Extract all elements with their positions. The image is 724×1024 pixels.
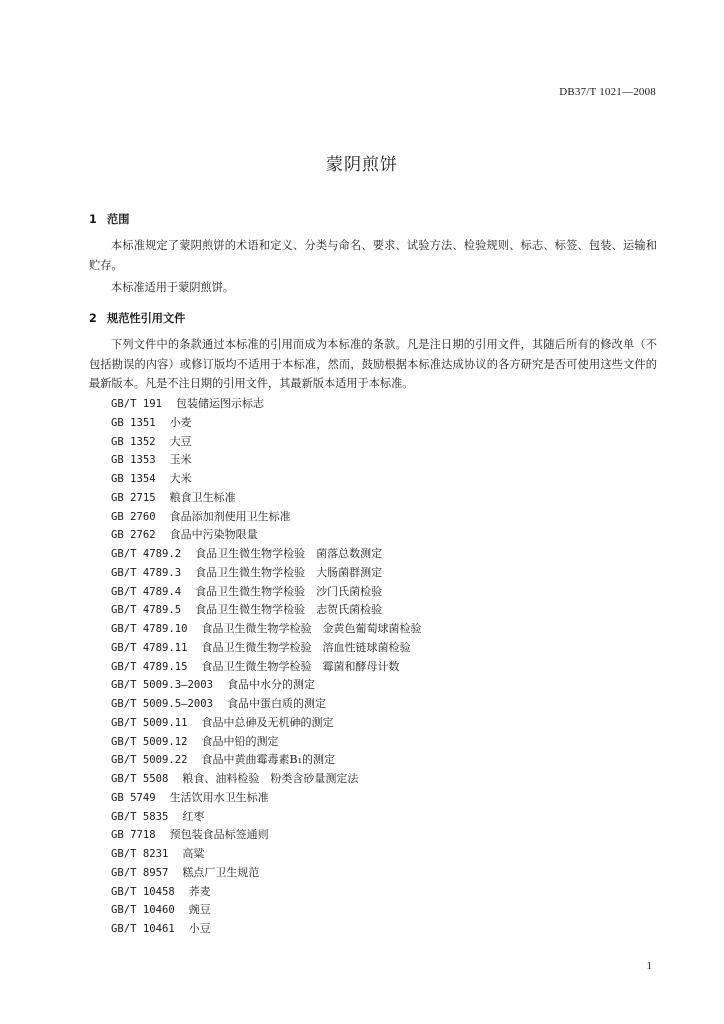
- reference-item: [111, 658, 422, 677]
- reference-title: 食品卫生微生物学检验 大肠菌群测定: [195, 565, 383, 579]
- reference-title: 包装储运图示标志: [176, 397, 265, 410]
- reference-code: GB 2760: [111, 510, 156, 523]
- section-1-paragraph-1: 本标准规定了蒙阴煎饼的术语和定义、分类与命名、要求、试验方法、检验规则、标志、标签、包装、运输和贮存。: [89, 239, 657, 272]
- reference-title: 食品卫生微生物学检验 沙门氏菌检验: [195, 584, 383, 598]
- reference-code: GB/T 5835: [111, 810, 169, 823]
- reference-title: 食品卫生微生物学检验 霉菌和酵母计数: [201, 659, 400, 673]
- reference-code: GB/T 10460: [111, 904, 175, 917]
- reference-code: GB 1354: [111, 473, 156, 485]
- reference-code: GB/T 4789.5: [111, 604, 182, 617]
- standard-code: DB37/T 1021—2008: [559, 86, 656, 98]
- reference-title: 食品中总砷及无机砷的测定: [201, 715, 334, 729]
- section-1-paragraph-2: 本标准适用于蒙阴煎饼。: [111, 281, 235, 294]
- reference-item: [111, 751, 422, 770]
- reference-item: [111, 545, 422, 564]
- reference-code: GB/T 8957: [111, 866, 169, 879]
- reference-title: 粮食、油料检验 粉类含砂量测定法: [182, 772, 359, 785]
- normative-references-list: [111, 395, 422, 939]
- reference-code: GB/T 5508: [111, 773, 169, 785]
- reference-item: [111, 770, 422, 789]
- reference-code: GB/T 4789.10: [111, 623, 188, 635]
- reference-code: GB/T 4789.3: [111, 566, 182, 579]
- reference-title: 小麦: [169, 415, 192, 429]
- reference-item: [111, 883, 422, 902]
- reference-code: GB/T 4789.4: [111, 585, 182, 598]
- reference-title: 食品卫生微生物学检验 溶血性链球菌检验: [201, 640, 411, 654]
- reference-title: 食品中水分的测定: [227, 678, 316, 692]
- reference-code: GB/T 5009.5—2003: [111, 698, 214, 710]
- reference-item: [111, 789, 422, 808]
- document-title: 蒙阴煎饼: [326, 155, 398, 175]
- reference-item: [111, 564, 422, 583]
- reference-title: 食品中铅的测定: [201, 734, 279, 748]
- reference-title: 食品中黄曲霉毒素B₁的测定: [201, 753, 336, 767]
- reference-code: GB/T 5009.12: [111, 735, 188, 748]
- reference-title: 豌豆: [188, 903, 211, 917]
- reference-item: [111, 451, 422, 470]
- reference-code: GB 1353: [111, 454, 156, 467]
- reference-title: 食品卫生微生物学检验 菌落总数测定: [195, 547, 383, 560]
- reference-code: GB/T 10458: [111, 885, 175, 898]
- reference-title: 高粱: [182, 847, 205, 860]
- reference-item: [111, 583, 422, 602]
- reference-title: 食品卫生微生物学检验 志贺氏菌检验: [195, 603, 383, 617]
- reference-code: GB 5749: [111, 791, 156, 804]
- reference-item: [111, 714, 422, 733]
- reference-title: 红枣: [182, 809, 205, 823]
- reference-item: [111, 489, 422, 508]
- reference-code: GB 1352: [111, 435, 156, 448]
- reference-code: GB/T 4789.11: [111, 641, 188, 654]
- reference-title: 食品中污染物限量: [169, 528, 258, 542]
- reference-title: 食品中蛋白质的测定: [227, 697, 327, 710]
- reference-title: 小豆: [188, 922, 211, 935]
- section-2-heading: [89, 310, 185, 326]
- reference-item: [111, 639, 422, 658]
- reference-item: [111, 920, 422, 939]
- reference-title: 糕点厂卫生规范: [182, 865, 260, 879]
- reference-code: GB 2715: [111, 491, 156, 504]
- reference-code: GB/T 5009.22: [111, 754, 188, 767]
- reference-item: [111, 601, 422, 620]
- reference-code: GB/T 4789.15: [111, 660, 188, 673]
- reference-title: 大豆: [169, 434, 192, 448]
- reference-code: GB/T 5009.3—2003: [111, 679, 214, 692]
- reference-code: GB 2762: [111, 529, 156, 542]
- reference-title: 生活饮用水卫生标准: [169, 790, 269, 804]
- reference-item: [111, 414, 422, 433]
- section-2-title: 规范性引用文件: [107, 312, 186, 325]
- reference-item: [111, 433, 422, 452]
- reference-item: [111, 901, 422, 920]
- reference-title: 粮食卫生标准: [169, 490, 236, 504]
- reference-item: [111, 395, 422, 414]
- reference-title: 大米: [169, 472, 192, 485]
- reference-item: [111, 526, 422, 545]
- reference-item: [111, 676, 422, 695]
- reference-item: [111, 826, 422, 845]
- reference-code: GB 1351: [111, 416, 156, 429]
- reference-item: [111, 508, 422, 527]
- reference-code: GB/T 4789.2: [111, 548, 182, 560]
- reference-item: [111, 620, 422, 639]
- reference-title: 玉米: [169, 453, 192, 467]
- reference-title: 预包装食品标签通则: [169, 828, 269, 842]
- section-2-number: 2: [89, 312, 97, 325]
- reference-title: 食品卫生微生物学检验 金黄色葡萄球菌检验: [201, 622, 422, 635]
- reference-item: [111, 808, 422, 827]
- reference-item: [111, 733, 422, 752]
- reference-code: GB/T 10461: [111, 923, 175, 935]
- reference-code: GB/T 5009.11: [111, 716, 188, 729]
- reference-code: GB/T 191: [111, 398, 163, 410]
- section-1-number: 1: [89, 213, 97, 226]
- page-number: 1: [646, 960, 652, 972]
- reference-item: [111, 864, 422, 883]
- reference-code: GB 7718: [111, 829, 156, 842]
- reference-title: 食品添加剂使用卫生标准: [169, 509, 291, 523]
- reference-code: GB/T 8231: [111, 848, 169, 860]
- reference-item: [111, 845, 422, 864]
- section-1-heading: [89, 211, 129, 227]
- section-2-paragraph-1: 下列文件中的条款通过本标准的引用而成为本标准的条款。凡是注日期的引用文件，其随后所有的修改单（不包括勘误的内容）或修订版均不适用于本标准，然而，鼓励根据本标准达成协议的各方研究是否可使用这些文件的最新版本。凡是不注日期的引用文件，其最新版本适用于本标准。: [89, 338, 657, 391]
- section-1-title: 范围: [107, 213, 130, 226]
- reference-item: [111, 470, 422, 489]
- reference-item: [111, 695, 422, 714]
- reference-title: 荞麦: [188, 884, 211, 898]
